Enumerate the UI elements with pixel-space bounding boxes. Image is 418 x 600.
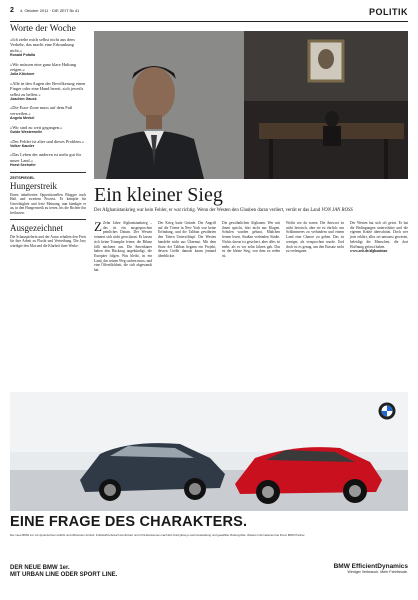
ad-line-2: MIT URBAN LINE ODER SPORT LINE.: [10, 572, 118, 578]
ad-brand: [334, 563, 408, 574]
article-column: Z Zehn Jahre Afghanistankrieg – das ist ein ausgesprochen peinliches Datum. Der Westen erinnert sich nicht gern daran. Es lassen sich keine Triumphe feiern; die Bilanz fällt nüchtern aus. Die Amerikaner haben den Rückzug angekündigt, die Europäer folgen. Was bleibt, ist ein Land, das seinen Weg suchen muss, und eine Öffentlichkeit, die sich abgewandt hat.: [94, 219, 152, 273]
advertisement: [10, 392, 408, 589]
brand-slogan: Weniger Verbrauch. Mehr Fahrfreude.: [347, 570, 408, 574]
ad-line-1: DER NEUE BMW 1er.: [10, 565, 70, 571]
quote-item: »Ich ziehe mich selbst nicht aus dem Verkehr, das macht eine Erkrankung nicht.« Ronald Pofalla: [10, 37, 75, 58]
ad-image: [10, 392, 408, 511]
ad-fine-print: Der neue BMW 1er mit dynamischem Auftritt und effizientem Antrieb. Kraftstoffverbrauch kombiniert und CO2-Emissionen nach EU-Testzyklus je nach Ausstattung und gewählter Reifengröße. Weitere Informationen bei Ihrem BMW Partner.: [10, 533, 306, 537]
quote-item: »Die Euro-Zone muss auf dem Fuß verweilen.« Angela Merkel: [10, 105, 73, 121]
quote-item: »Wir sind zu weit gegangen.« Guido Westerwelle: [10, 124, 63, 135]
article-column: Die gewöhnlichen Afghanen. Wer mit ihnen spricht, hört nicht nur Klagen. Schulen wurden gebaut, Mädchen lernen lesen, Straßen verbinden Städte. Nichts davon ist gesichert, aber alles ist mehr, als es vor zehn Jahren gab. Das ist der kleine Sieg, von dem zu reden ist.: [222, 221, 280, 258]
article-deck: Der Afghanistankrieg war kein Fehler, er war richtig. Wenn der Westen den Glauben daran verliert, verrät er das Land VON JAN ROSS: [94, 208, 353, 213]
cars-illustration: [10, 392, 408, 511]
section-title: POLITIK: [369, 7, 408, 17]
story-text: Einen inhaftierten Oppositionellen Blogger nach Haft und zweitem Prozess. Er kämpfte für Gerechtigkeit und freie Meinung, nun kündigte er an, in den Hungerstreik zu treten, bis die Richter ihn freilassen.: [10, 192, 86, 215]
kicker: ZEITSPIEGEL: [10, 175, 35, 180]
article-column: Der Westen hat sich oft geirrt. Er hat die Bedingungen unterschätzt und die eigenen Kräfte überschätzt. Doch wer jetzt erklärt, alles sei umsonst gewesen, beleidigt die Menschen, die dort Hoffnung gefasst haben. www.zeit.de/afghanistan: [350, 221, 408, 254]
article-photo: [94, 31, 408, 179]
bmw-logo-icon: [378, 402, 396, 420]
article-column: Wofür wir da waren. Die Antwort ist nicht heroisch, aber sie ist ehrlich: um Schlimmeres zu verhindern und einem Land eine Chance zu geben. Das ist weniger, als versprochen wurde. Und doch ist es genug, um den Einsatz nicht zu verleugnen.: [286, 221, 344, 254]
article-column: Der Krieg hatte Gründe. Der Angriff auf die Türme in New York war keine Erfindung, und die Taliban gewährten den Tätern Unterschlupf. Der Westen handelte nicht aus Übermut. Mit dem Sturz der Taliban begann ein Projekt, dessen Größe damals kaum jemand überblickte.: [158, 221, 216, 258]
sidebar: [10, 24, 86, 248]
author-byline: VON JAN ROSS: [321, 208, 353, 213]
article-body: [94, 221, 408, 387]
related-link[interactable]: www.zeit.de/afghanistan: [350, 249, 388, 254]
photo-illustration: [94, 31, 408, 179]
quote-item: »Das Leben der anderen ist mehr gut für unser Land.« Horst Seehofer: [10, 152, 82, 168]
story-title-ausgezeichnet: Ausgezeichnet: [10, 222, 63, 233]
divider: [10, 172, 86, 173]
ad-claim: EINE FRAGE DES CHARAKTERS.: [10, 514, 248, 530]
quote-item: »Der Fehler ist alter und dieses Problem.« Volker Kauder: [10, 138, 85, 148]
page-header: [10, 7, 408, 22]
divider: [10, 219, 86, 220]
story-title-hungerstreik: Hungerstreik: [10, 180, 57, 191]
brand-name: BMW EfficientDynamics: [333, 563, 408, 570]
page-number: 2: [10, 7, 14, 14]
story-text: Die Schauspielerin und der Autor erhalten den Preis für ihre Arbeit zu Flucht und Vertreibung. Die Jury würdigte den Mut und die Klarheit ihrer Werke.: [10, 234, 86, 248]
quotes-title: Worte der Woche: [10, 24, 76, 34]
issue-date: 4. Oktober 2011 · DIE ZEIT № 41: [20, 8, 80, 13]
article-headline: Ein kleiner Sieg: [94, 184, 223, 206]
quote-item: »Alle in den Augen der Bevölkerung einen Finger oder eine Hand bereit, sich jeweils selbst zu helfen.« Joachim Gauck: [10, 80, 86, 102]
quote-item: »Wir müssen eine ganz klare Haltung zeigen.« Julia Klöckner: [10, 61, 77, 77]
